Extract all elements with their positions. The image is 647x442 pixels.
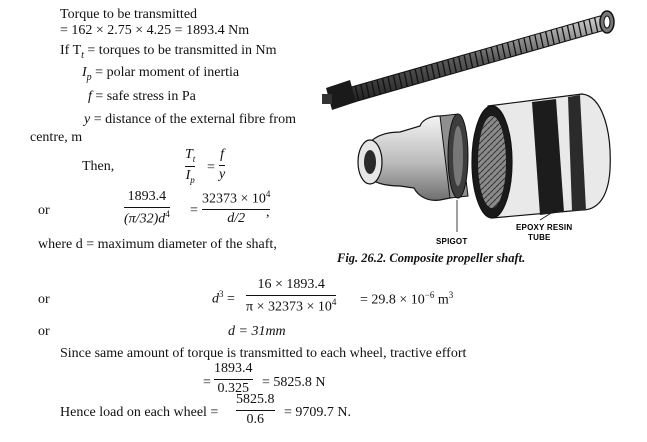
eq3-fraction [246,278,336,315]
epoxy-tube [472,94,610,218]
tt-rest: = torques to be transmitted in Nm [83,43,277,58]
eq4-result: d = 31mm [228,324,286,339]
figure-caption: Fig. 26.2. Composite propeller shaft. [337,251,526,265]
eq6-num: 5825.8 [236,392,275,407]
eq1-rden: y [219,166,226,182]
torque-value-line: = 162 × 2.75 × 4.25 = 1893.4 Nm [60,23,250,38]
tt-definition [60,44,277,61]
eq5-bar [214,379,253,380]
eq2-rden: d/2 [227,211,246,227]
hence-line: Hence load on each wheel = [60,405,219,420]
eq1-left-fraction [185,148,195,185]
eq2-left-fraction [124,190,170,227]
eq2-comma: , [266,205,270,220]
tt-if: If T [60,43,82,58]
eq1-rbar [219,165,225,166]
eq1-right-fraction [219,148,225,182]
eq5-rhs: = 5825.8 N [262,375,326,390]
eq3-lhs: $d^3$ = [212,289,235,307]
same-torque-line: Since same amount of torque is transmitted to each wheel, tractive effort [60,346,467,361]
or-label-3: or [38,324,50,339]
where-line: where d = maximum diameter of the shaft, [38,237,277,252]
eq6-bar [236,410,275,411]
y-text: = distance of the external fibre from [90,112,296,127]
y-symbol: y [84,112,91,127]
eq6-rhs: = 9709.7 N. [284,405,352,420]
eq1-rnum: f [220,147,225,162]
eq5-equals: = [203,375,211,390]
label-tube-line2: TUBE [528,233,551,242]
eq5-den: 0.325 [217,380,249,396]
eq1-equals: = [207,160,215,175]
f-definition [88,90,196,104]
ip-sub: p [86,71,92,83]
eq2-right-fraction [202,190,270,227]
ip-text: = polar moment of inertia [91,65,240,80]
eq2-equals: = [190,203,198,218]
eq5-num: 1893.4 [214,361,253,376]
or-label-2: or [38,292,50,307]
f-text: = safe stress in Pa [91,89,196,104]
or-label-1: or [38,203,50,218]
eq6-fraction [236,393,275,427]
eq3-rhs: = $29.8 \times 10^{-6}$ $m^3$ [360,290,454,308]
eq1-bar [185,166,195,167]
torque-heading: Torque to be transmitted [60,7,198,22]
y-definition [84,113,296,127]
label-tube-line1: EPOXY RESIN [516,223,573,232]
eq2-lden: $(\pi/32)d^4$ [124,208,170,227]
eq2-lbar [124,207,170,208]
eq6-den: 0.6 [246,411,264,427]
spigot-part [358,114,468,200]
eq2-rnum: $32373 \times 10^4$ [202,189,271,207]
eq2-lnum: 1893.4 [127,189,167,204]
propeller-shaft-figure [310,10,647,255]
centre-line: centre, m [30,130,83,145]
then-label: Then, [82,159,115,174]
ip-definition [82,66,239,83]
eq1-denominator: $I_p$ [185,168,195,186]
eq3-num: 16 × 1893.4 [257,277,325,292]
eq2-rbar [202,209,270,210]
tt-sub: t [81,49,84,61]
f-symbol: f [88,89,92,104]
eq1-numerator: $T_t$ [185,147,196,164]
eq3-bar [246,295,336,296]
label-spigot: SPIGOT [436,237,468,246]
eq3-den: $\pi \times 32373 \times 10^4$ [246,296,337,315]
ip-symbol: I [82,65,87,80]
